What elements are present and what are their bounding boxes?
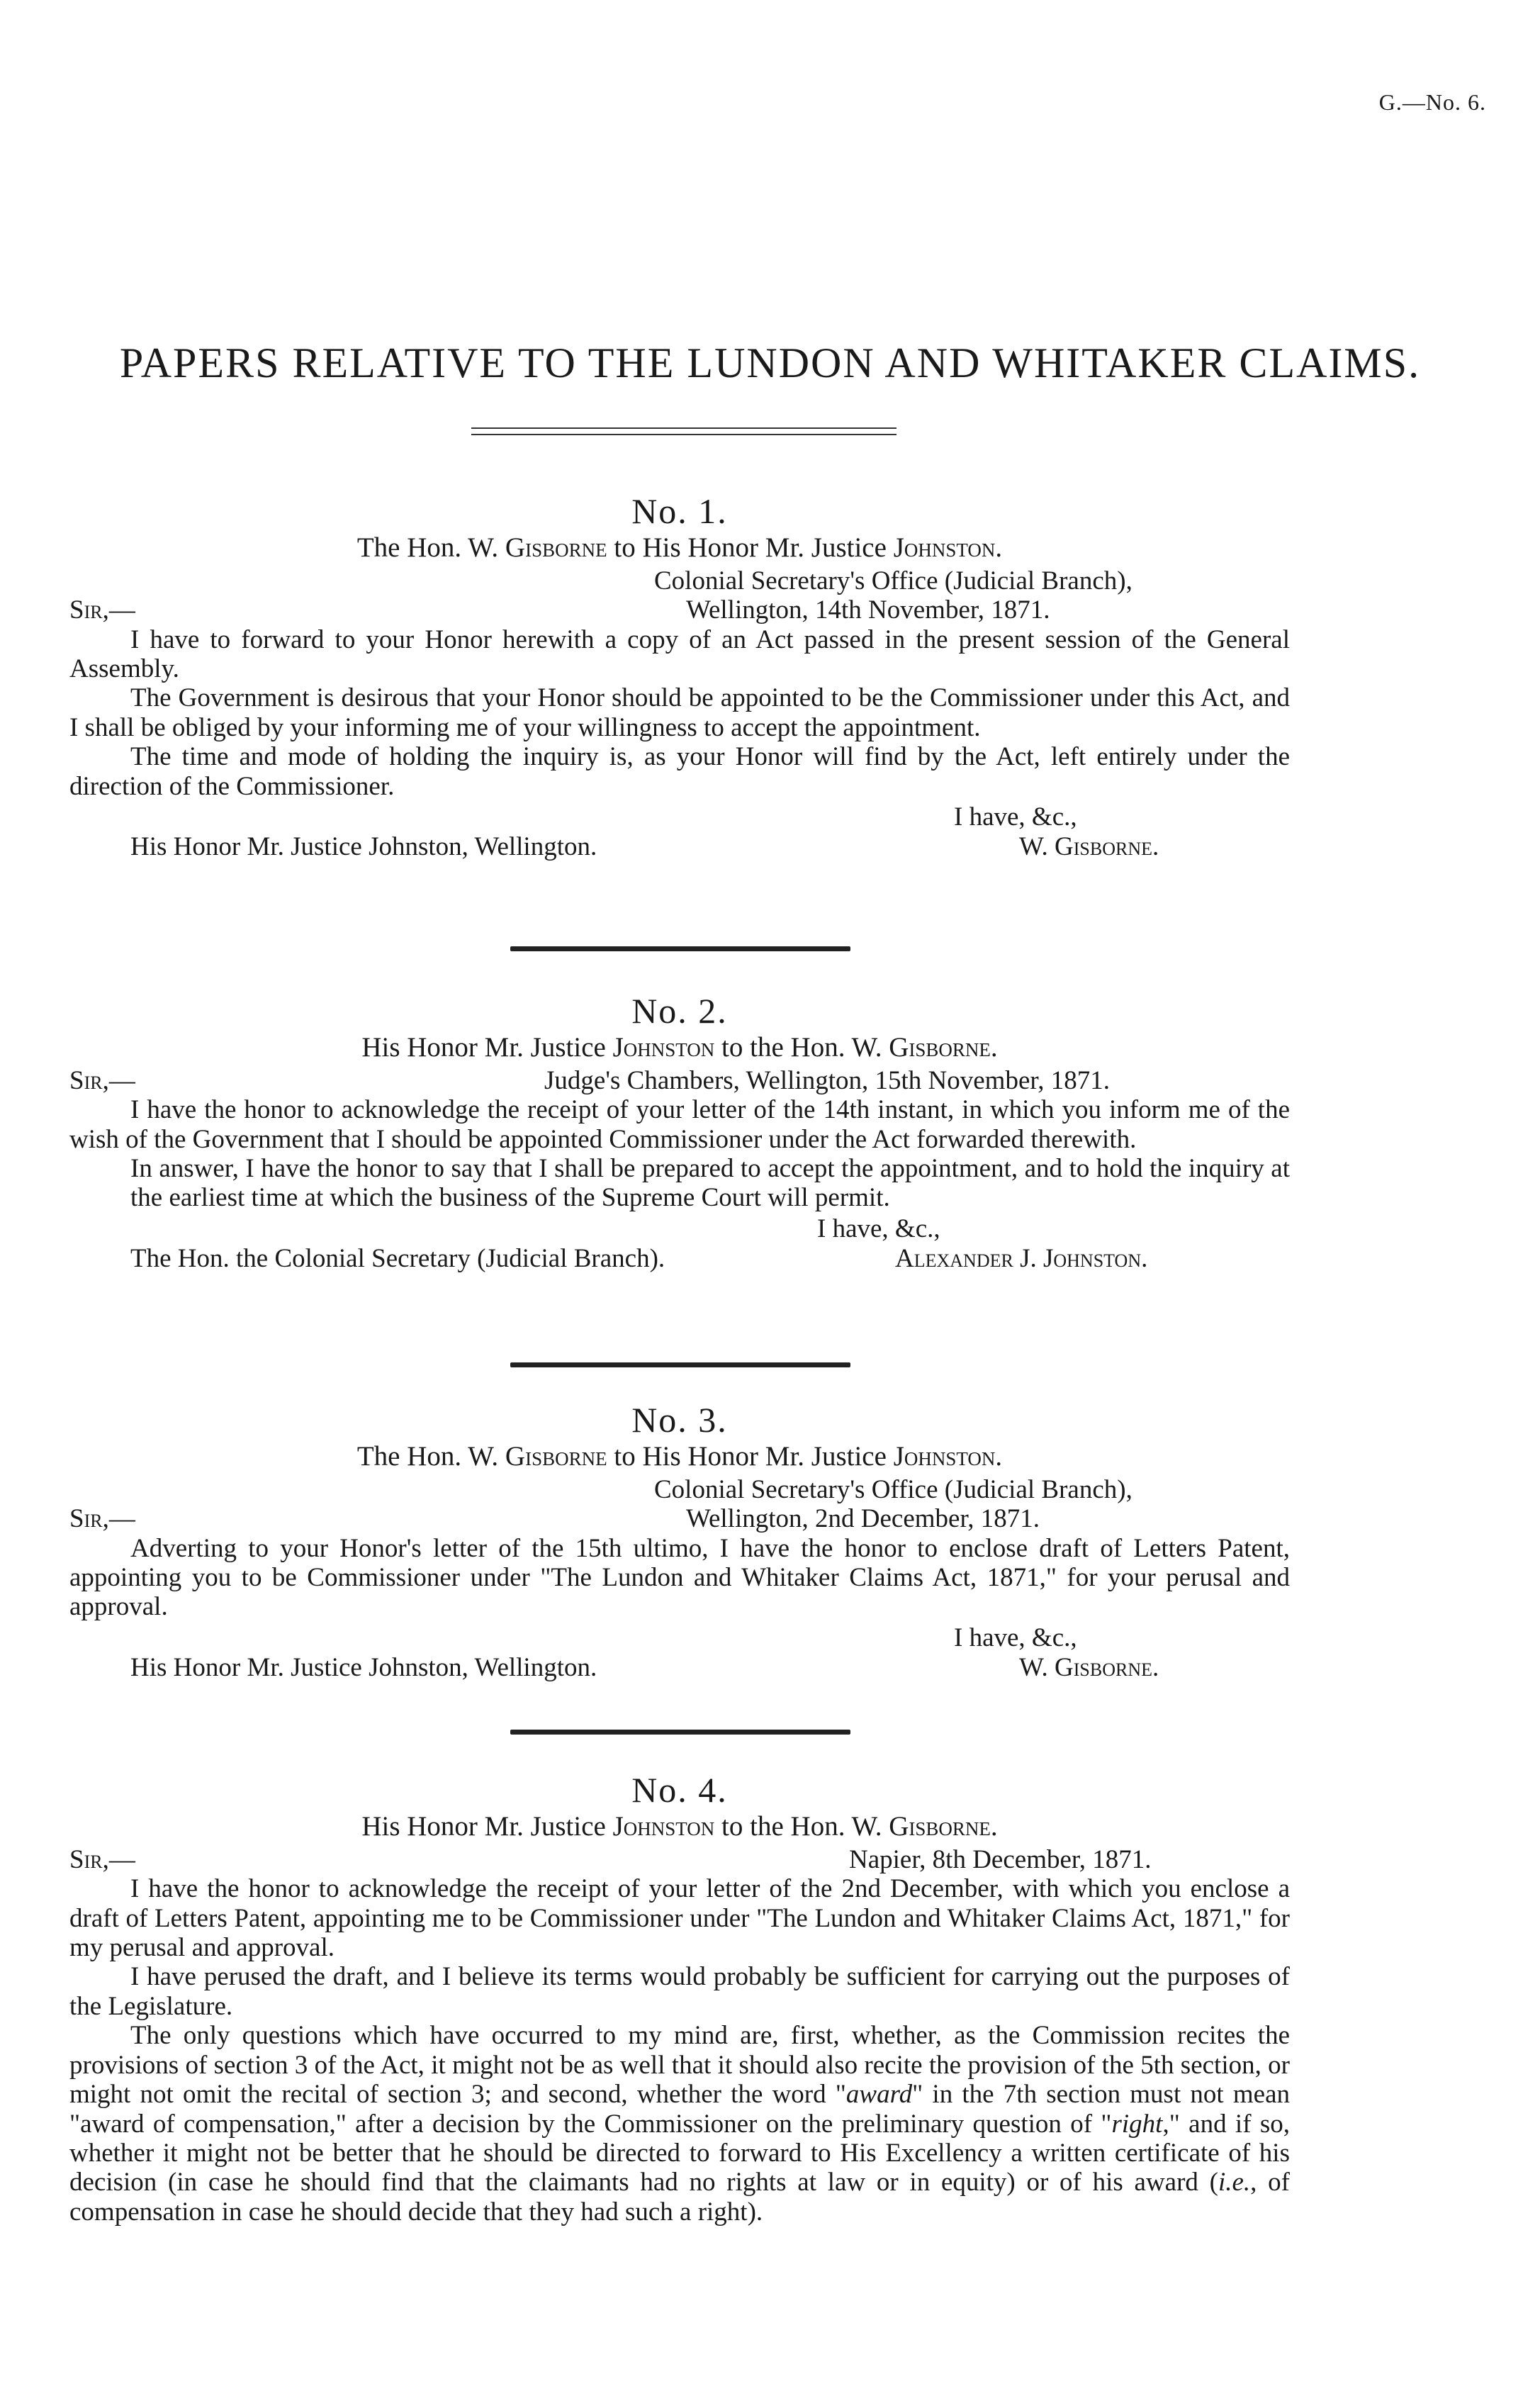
letter-3-signature: W. Gisborne.	[1019, 1652, 1159, 1682]
letter-2-address-line1: Judge's Chambers, Wellington, 15th November, 1871.	[544, 1065, 1110, 1095]
letter-4-heading: His Honor Mr. Justice Johnston to the Hon. W. Gisborne.	[361, 1811, 998, 1842]
letter-3-salutation: Sir,—	[69, 1504, 135, 1534]
letter-3-closing-phrase: I have, &c.,	[954, 1623, 1077, 1652]
section-divider	[510, 946, 850, 951]
letter-1-paragraph: I have to forward to your Honor herewith a copy of an Act passed in the present session of the General Assembly.	[69, 624, 1290, 683]
letter-1-signature: W. Gisborne.	[1019, 832, 1159, 862]
letter-2-closing	[69, 1214, 1290, 1272]
letter-3-paragraph: Adverting to your Honor's letter of the 15th ultimo, I have the honor to enclose draft of Letters Patent, appointing you to be Commissioner under "The Lundon and Whitaker Claims Act, 1871," for your perusal and approval.	[69, 1533, 1290, 1622]
letter-2-paragraph: I have the honor to acknowledge the receipt of your letter of the 14th instant, in which you inform me of the wish of the Government that I should be appointed Commissioner under the Act forwarded therewith.	[69, 1095, 1290, 1154]
letter-1-paragraph: The time and mode of holding the inquiry is, as your Honor will find by the Act, left entirely under the direction of the Commissioner.	[69, 742, 1290, 801]
letter-2-signature: Alexander J. Johnston.	[895, 1243, 1148, 1273]
letter-3-address-block	[69, 1475, 1290, 1534]
section-divider	[510, 1362, 850, 1367]
letter-2-heading: His Honor Mr. Justice Johnston to the Hon. W. Gisborne.	[361, 1032, 998, 1063]
letter-4-number: No. 4.	[631, 1770, 728, 1810]
letter-4-paragraph: I have the honor to acknowledge the receipt of your letter of the 2nd December, with which you enclose a draft of Letters Patent, appointing me to be Commissioner under "The Lundon and Whitaker Claims Act, 1871," for my perusal and approval.	[69, 1874, 1290, 1962]
letter-4-paragraph: I have perused the draft, and I believe its terms would probably be sufficient for carrying out the purposes of the Legislature.	[69, 1962, 1290, 2021]
letter-1-closing	[69, 802, 1290, 861]
letter-1-closing-phrase: I have, &c.,	[954, 802, 1077, 832]
section-divider	[510, 1730, 850, 1735]
letter-2-recipient: The Hon. the Colonial Secretary (Judicial Branch).	[130, 1243, 665, 1273]
letter-2-paragraph: In answer, I have the honor to say that I shall be prepared to accept the appointment, and to hold the inquiry at the earliest time at which the business of the Supreme Court will permit.	[130, 1153, 1290, 1213]
letter-1-heading: The Hon. W. Gisborne to His Honor Mr. Justice Johnston.	[356, 532, 1003, 563]
letter-2-number: No. 2.	[631, 991, 728, 1031]
letter-3-recipient: His Honor Mr. Justice Johnston, Wellington.	[130, 1652, 597, 1682]
letter-3-closing	[69, 1623, 1290, 1681]
document-reference: G.—No. 6.	[1378, 89, 1486, 115]
letter-3-address-line2: Wellington, 2nd December, 1871.	[686, 1504, 1040, 1534]
letter-3-number: No. 3.	[631, 1400, 728, 1440]
letter-1-salutation: Sir,—	[69, 595, 135, 625]
letter-1-recipient: His Honor Mr. Justice Johnston, Wellington.	[130, 832, 597, 862]
letter-1-address-block	[69, 566, 1290, 625]
title-double-rule	[471, 427, 897, 435]
letter-1-address-line2: Wellington, 14th November, 1871.	[686, 595, 1050, 625]
letter-2	[69, 991, 1290, 1272]
letter-2-address-block: Sir,— Judge's Chambers, Wellington, 15th November, 1871.	[69, 1066, 1290, 1095]
letter-4-paragraph: The only questions which have occurred to my mind are, first, whether, as the Commission recites the provisions of section 3 of the Act, it might not be as well that it should also recite the provision of the 5th section, or might not omit the recital of section 3; and second, whether the word "award" in the 7th section must not mean "award of compensation," after a decision by the Commissioner on the preliminary question of "right," and if so, whether it might not be better that he should be directed to forward to His Excellency a written certificate of his decision (in case he should find that the claimants had no rights at law or in equity) or of his award (i.e., of compensation in case he should decide that they had such a right).	[69, 2021, 1291, 2227]
page-title: PAPERS RELATIVE TO THE LUNDON AND WHITAKER CLAIMS.	[119, 340, 1421, 386]
letter-1-paragraph: The Government is desirous that your Honor should be appointed to be the Commissioner under this Act, and I shall be obliged by your informing me of your willingness to accept the appointment.	[69, 683, 1290, 742]
letter-1	[69, 491, 1290, 861]
letter-4	[69, 1770, 1290, 2227]
letter-3-heading: The Hon. W. Gisborne to His Honor Mr. Justice Johnston.	[356, 1441, 1003, 1472]
letter-1-number: No. 1.	[631, 491, 728, 531]
letter-3	[69, 1400, 1290, 1681]
letter-3-address-line1: Colonial Secretary's Office (Judicial Branch),	[654, 1474, 1132, 1504]
letter-1-address-line1: Colonial Secretary's Office (Judicial Branch),	[654, 566, 1132, 595]
letter-4-address-block: Sir,— Napier, 8th December, 1871.	[69, 1845, 1290, 1874]
letter-4-address-line1: Napier, 8th December, 1871.	[849, 1844, 1152, 1874]
letter-2-closing-phrase: I have, &c.,	[817, 1214, 940, 1243]
